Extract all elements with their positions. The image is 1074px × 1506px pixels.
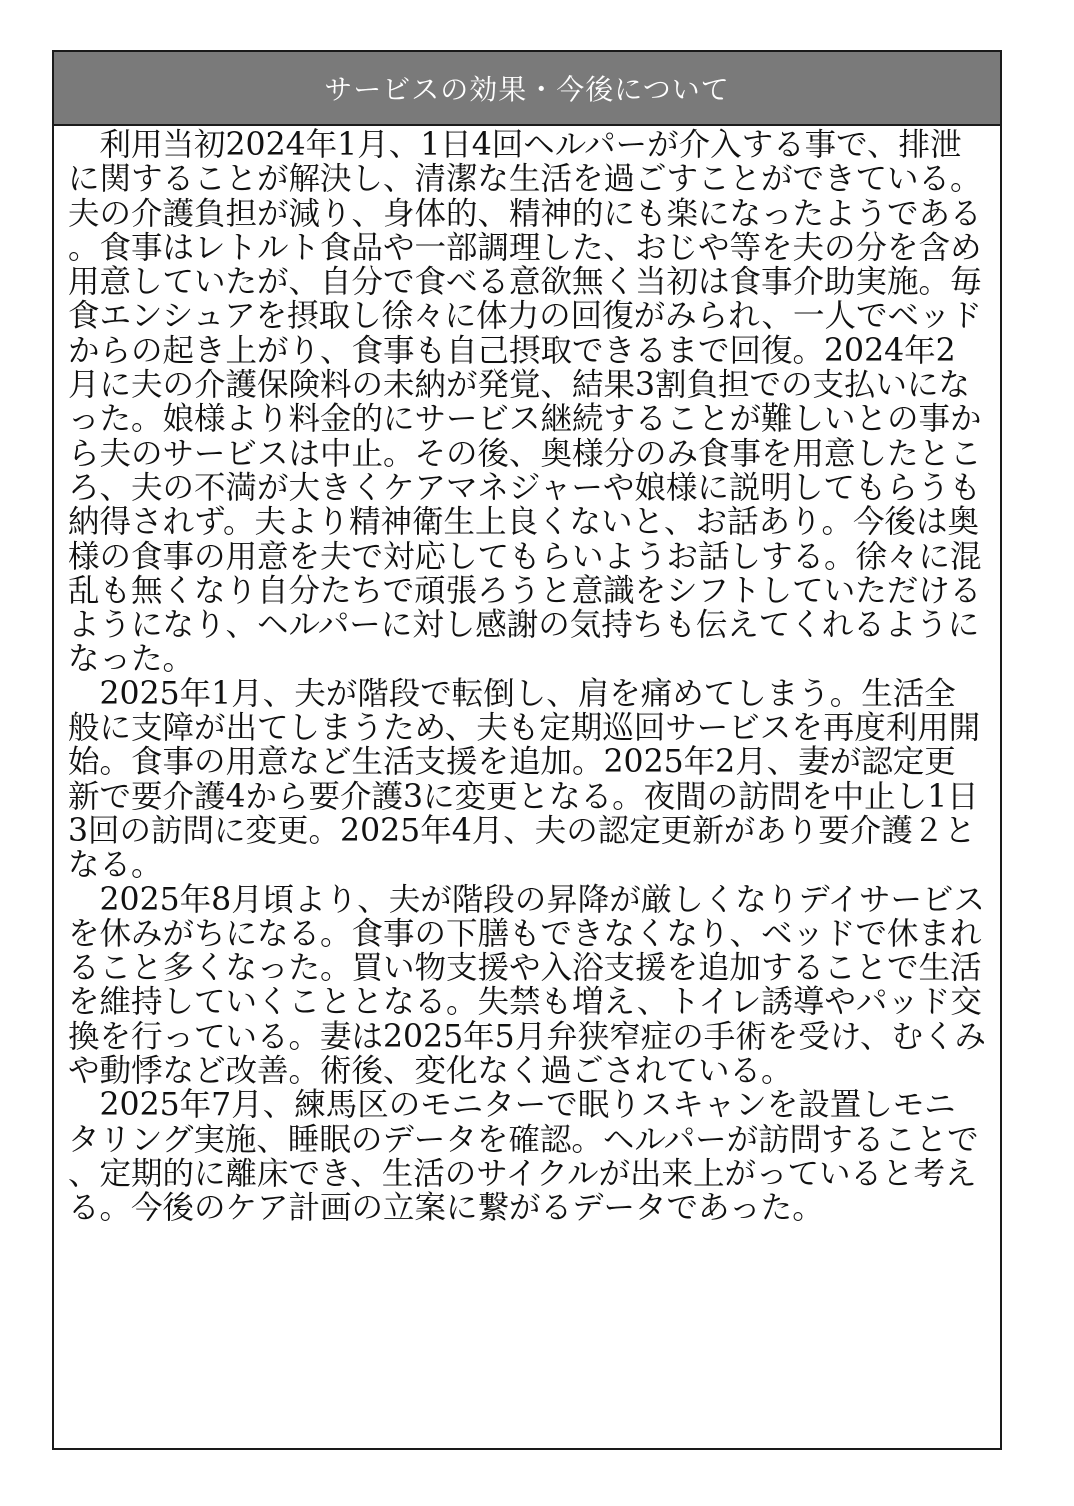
document-frame: [52, 50, 1002, 1450]
paragraph-2025-january: 2025年1月、夫が階段で転倒し、肩を痛めてしまう。生活全般に支障が出てしまうため、夫も定期巡回サービスを再度利用開始。食事の用意など生活支援を追加。2025年2月、妻が認定更新で要介護4から要介護3に変更となる。夜間の訪問を中止し1日3回の訪問に変更。2025年4月、夫の認定更新があり要介護２となる。: [68, 675, 981, 884]
section-header: [54, 52, 1000, 126]
paragraph-2025-july: 2025年7月、練馬区のモニターで眠りスキャンを設置しモニタリング実施、睡眠のデータを確認。ヘルパーが訪問することで、定期的に離床でき、生活のサイクルが出来上がっていると考える。今後のケア計画の立案に繋がるデータであった。: [68, 1087, 979, 1227]
paragraph-initial-usage: 利用当初2024年1月、1日4回ヘルパーが介入する事で、排泄に関することが解決し、清潔な生活を過ごすことができている。夫の介護負担が減り、身体的、精神的にも楽になったようである。食事はレトルト食品や一部調理した、おじや等を夫の分を含め用意していたが、自分で食べる意欲無く当初は食事介助実施。毎食エンシュアを摂取し徐々に体力の回復がみられ、一人でベッドからの起き上がり、食事も自己摂取できるまで回復。2024年2月に夫の介護保険料の未納が発覚、結果3割負担での支払いになった。娘様より料金的にサービス継続することが難しいとの事から夫のサービスは中止。その後、奥様分のみ食事を用意したところ、夫の不満が大きくケアマネジャーや娘様に説明してもらうも納得されず。夫より精神衛生上良くないと、お話あり。今後は奥様の食事の用意を夫で対応してもらいようお話しする。徐々に混乱も無くなり自分たちで頑張ろうと意識をシフトしていただけるようになり、ヘルパーに対し感謝の気持ちも伝えてくれるようになった。: [68, 127, 982, 678]
section-title: サービスの効果・今後について: [324, 73, 730, 106]
document-body: [54, 126, 1000, 1226]
paragraph-2025-august: 2025年8月頃より、夫が階段の昇降が厳しくなりデイサービスを休みがちになる。食事の下膳もできなくなり、ベッドで休まれること多くなった。買い物支援や入浴支援を追加することで生活を維持していくこととなる。失禁も増え、トイレ誘導やパッド交換を行っている。妻は2025年5月弁狭窄症の手術を受け、むくみや動悸など改善。術後、変化なく過ごされている。: [68, 881, 986, 1090]
